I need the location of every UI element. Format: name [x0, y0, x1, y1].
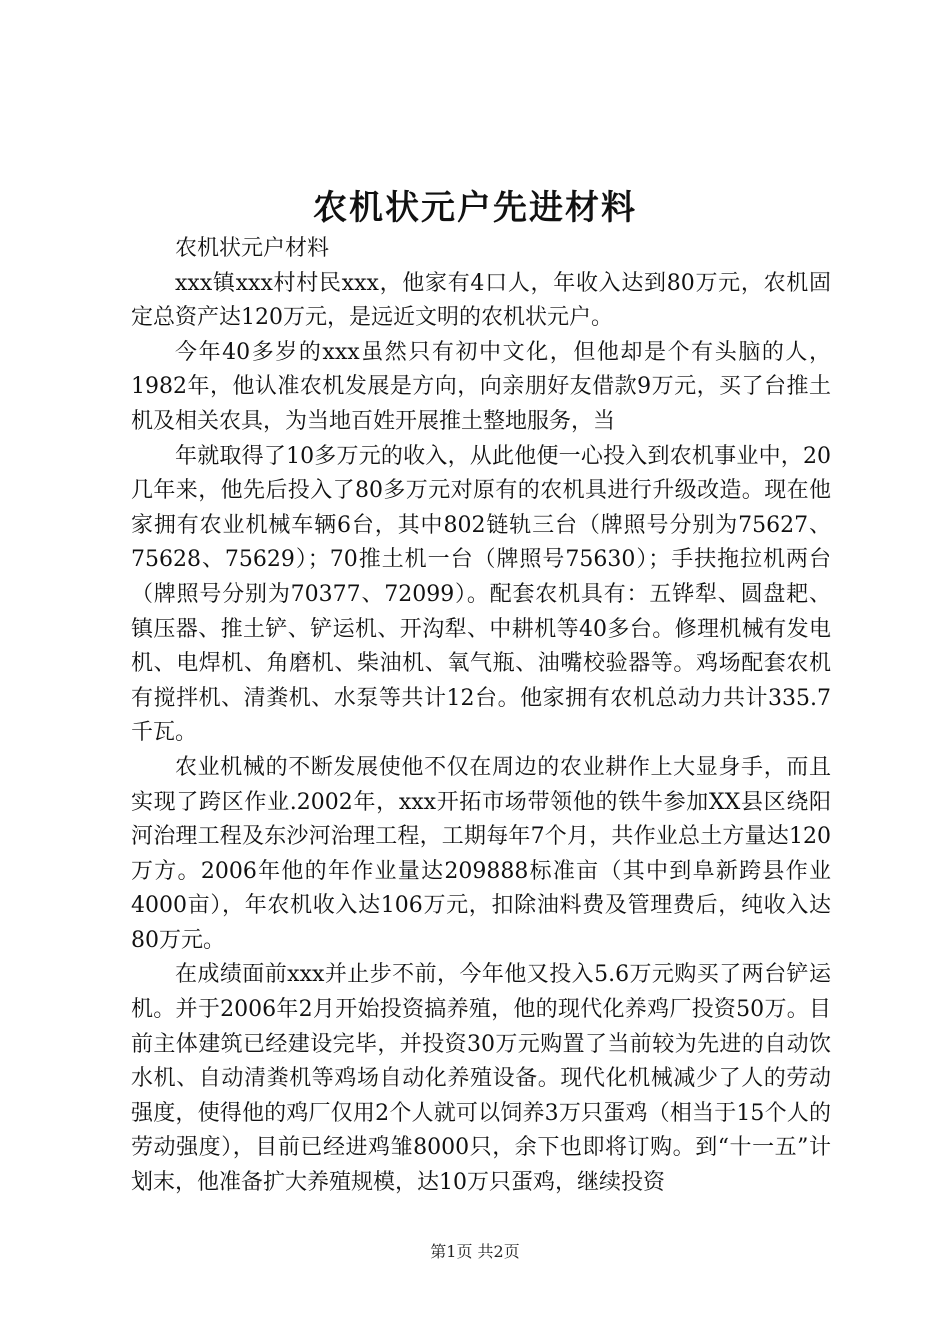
- paragraph-operations: 农业机械的不断发展使他不仅在周边的农业耕作上大显身手，而且实现了跨区作业.2002年，xxx开拓市场带领他的铁牛参加XX县区绕阳河治理工程及东沙河治理工程，工期每年7个月，共作业总土方量达120万方。2006年他的年作业量达209888标准亩（其中到阜新跨县作业4000亩），年农机收入达106万元，扣除油料费及管理费后，纯收入达80万元。: [131, 754, 831, 953]
- paragraph-poultry: 在成绩面前xxx并止步不前，今年他又投入5.6万元购买了两台铲运机。并于2006年2月开始投资搞养殖，他的现代化养鸡厂投资50万。目前主体建筑已经建设完毕，并投资30万元购置了当前较为先进的自动饮水机、自动清粪机等鸡场自动化养殖设备。现代化机械减少了人的劳动强度，使得他的鸡厂仅用2个人就可以饲养3万只蛋鸡（相当于15个人的劳动强度），目前已经进鸡雏8000只，余下也即将订购。到“十一五”计划末，他准备扩大养殖规模，达10万只蛋鸡，继续投资: [131, 962, 831, 1196]
- document-body: [131, 232, 831, 1201]
- page-footer: 第1页 共2页: [430, 1242, 520, 1261]
- document-title: 农机状元户先进材料: [313, 188, 637, 228]
- paragraph-equipment: 年就取得了10多万元的收入，从此他便一心投入到农机事业中，20几年来，他先后投入了80多万元对原有的农机具进行升级改造。现在他家拥有农业机械车辆6台，其中802链轨三台（牌照号分别为75627、75628、75629）；70推土机一台（牌照号75630）；手扶拖拉机两台（牌照号分别为70377、72099）。配套农机具有：五铧犁、圆盘耙、镇压器、推土铲、铲运机、开沟犁、中耕机等40多台。修理机械有发电机、电焊机、角磨机、柴油机、氧气瓶、油嘴校验器等。鸡场配套农机有搅拌机、清粪机、水泵等共计12台。他家拥有农机总动力共计335.7千瓦。: [131, 443, 831, 746]
- paragraph-subtitle: 农机状元户材料: [175, 236, 330, 261]
- paragraph-background: 今年40多岁的xxx虽然只有初中文化，但他却是个有头脑的人，1982年，他认准农机发展是方向，向亲朋好友借款9万元，买了台推土机及相关农具，为当地百姓开展推土整地服务，当: [131, 339, 831, 434]
- paragraph-intro: xxx镇xxx村村民xxx，他家有4口人，年收入达到80万元，农机固定总资产达120万元，是远近文明的农机状元户。: [131, 270, 831, 331]
